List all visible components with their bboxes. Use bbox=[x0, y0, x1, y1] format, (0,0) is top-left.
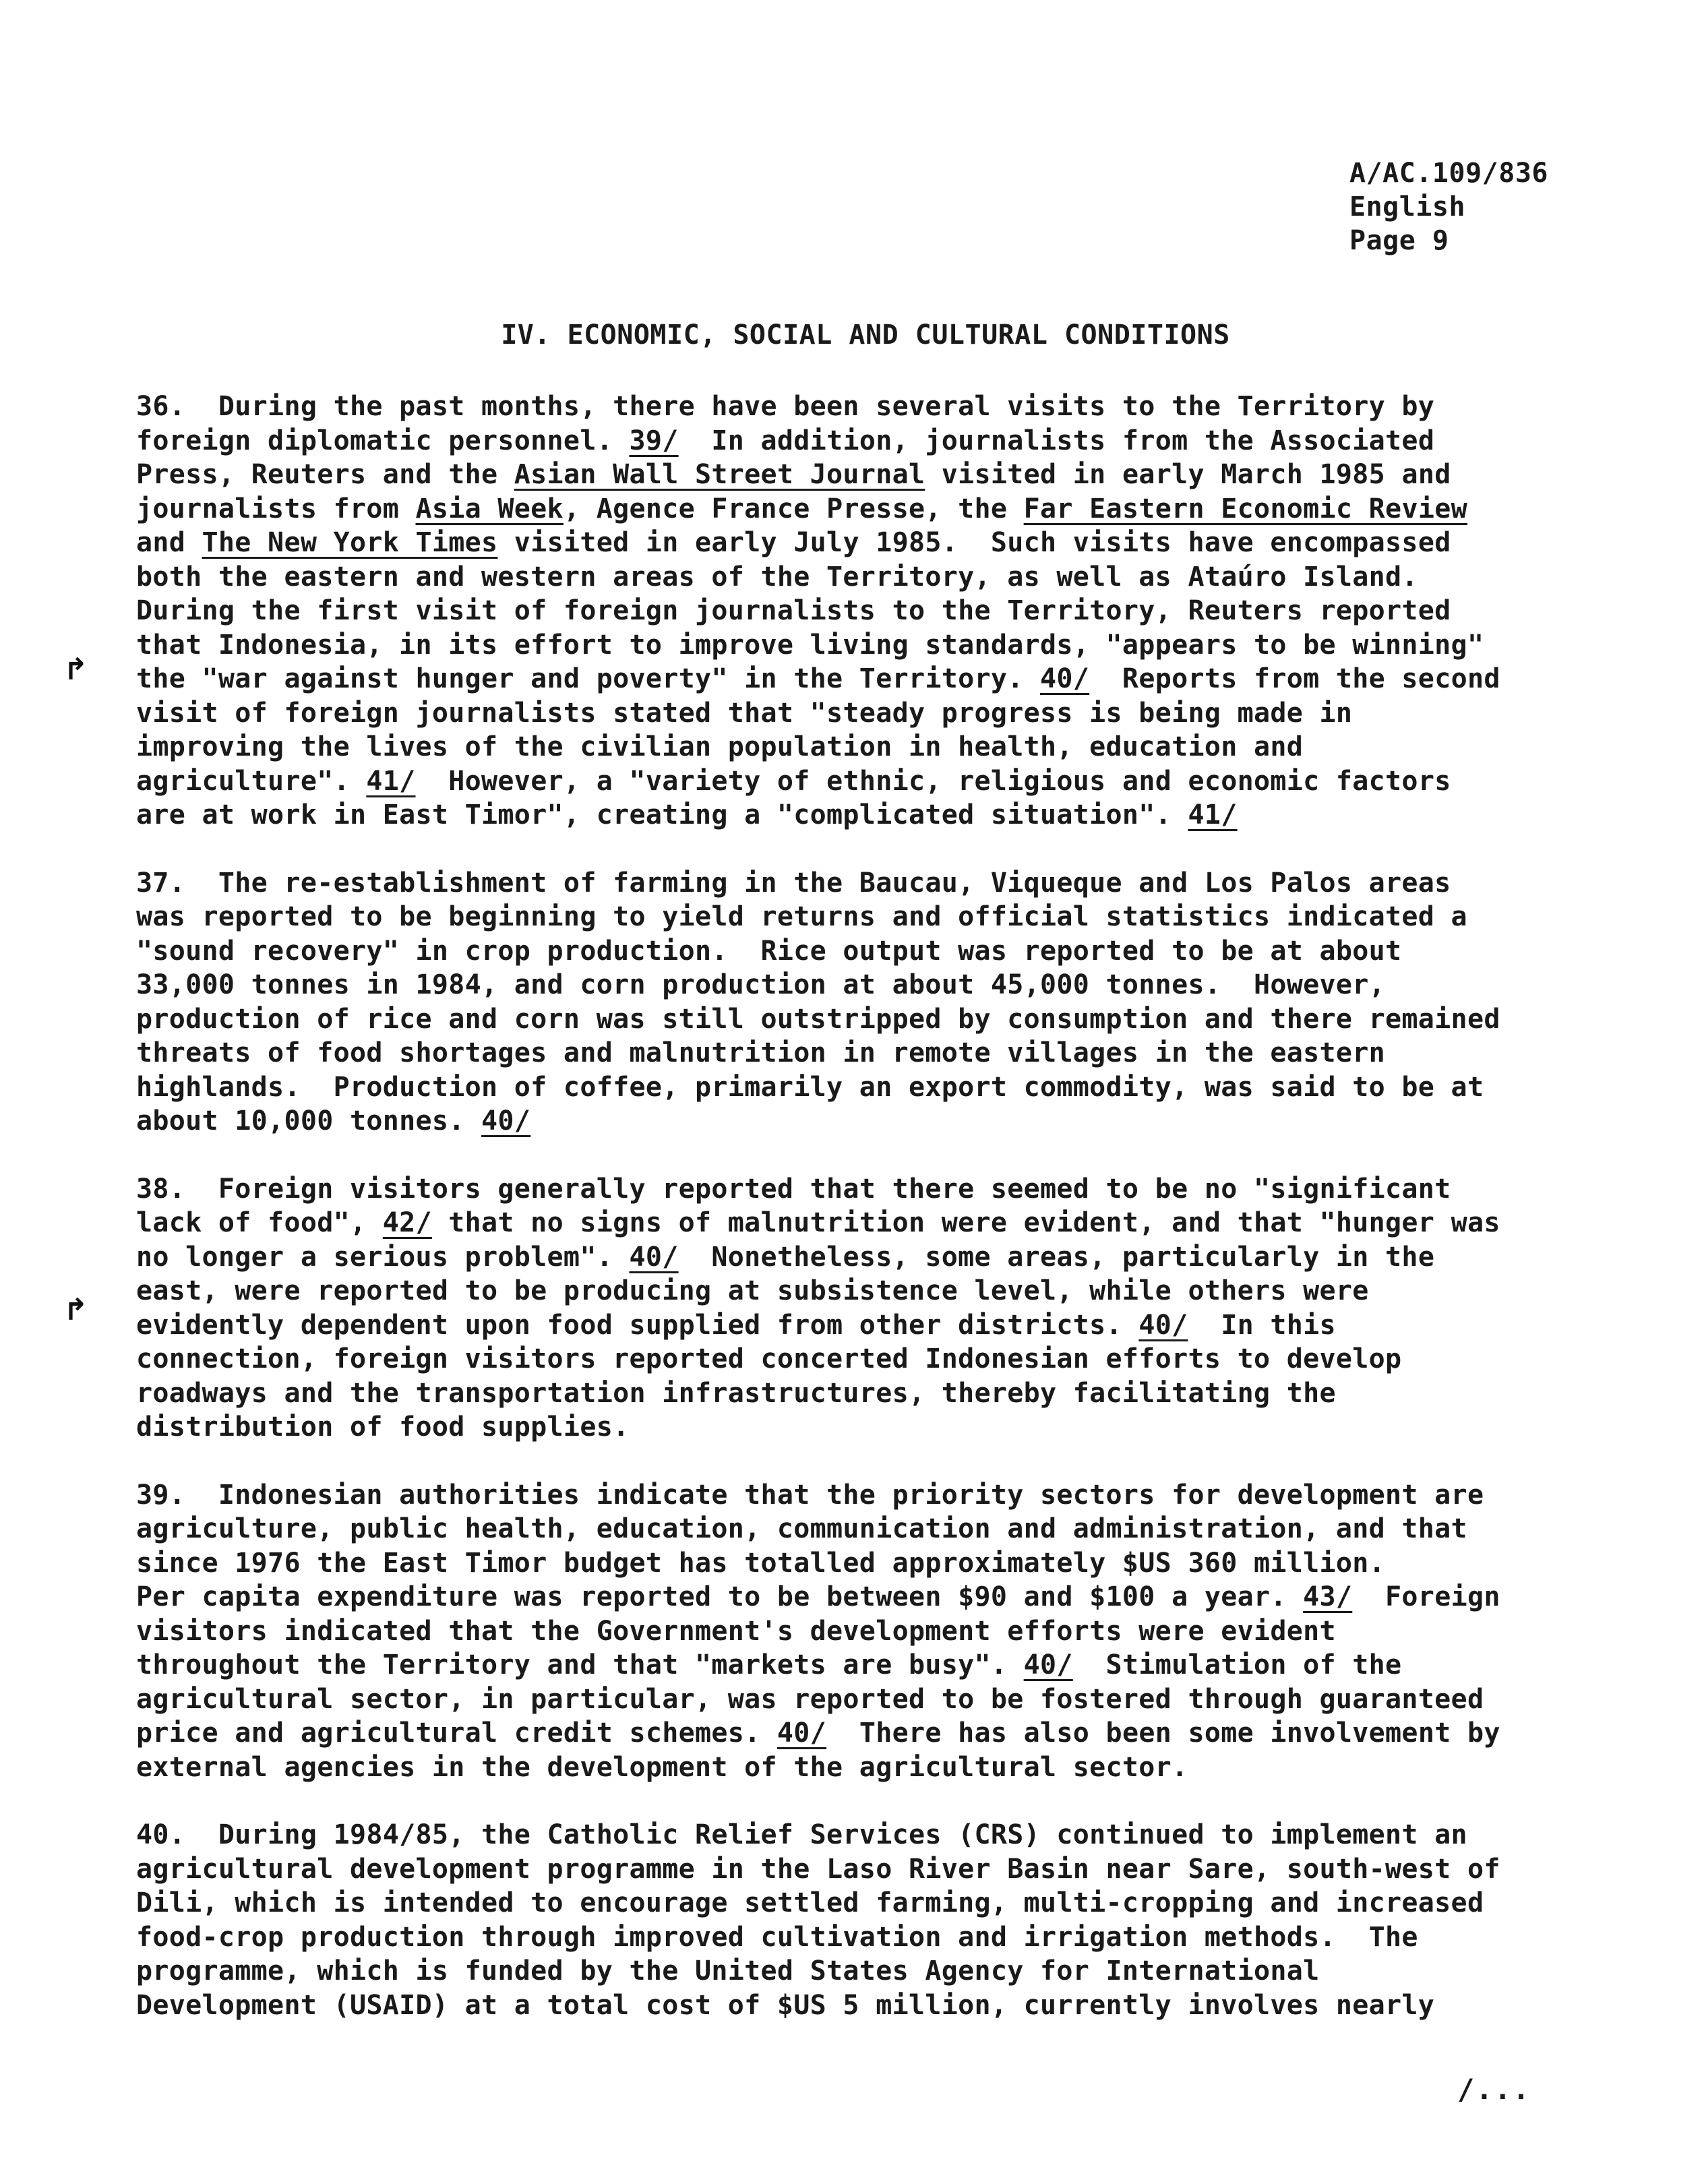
text-run: roadways and the transportation infrastructures, thereby facilitating the bbox=[136, 1377, 1336, 1409]
text-line bbox=[136, 1002, 1558, 1037]
text-run: Press, Reuters and the bbox=[136, 459, 514, 490]
underlined-text: 40/ bbox=[1023, 1649, 1073, 1680]
text-run: connection, foreign visitors reported concerted Indonesian efforts to develop bbox=[136, 1343, 1402, 1374]
text-run: about 10,000 tonnes. bbox=[136, 1105, 482, 1136]
text-line bbox=[136, 1512, 1558, 1546]
text-line bbox=[136, 1410, 1558, 1445]
text-line bbox=[136, 1580, 1558, 1614]
text-run: that no signs of malnutrition were evident, and that "hunger was bbox=[431, 1207, 1500, 1238]
text-run: and bbox=[136, 527, 202, 558]
text-line bbox=[136, 390, 1558, 424]
text-line bbox=[136, 934, 1558, 969]
paragraph bbox=[136, 866, 1558, 1139]
underlined-text: 41/ bbox=[1188, 799, 1238, 830]
document-symbol: A/AC.109/836 bbox=[1349, 158, 1548, 189]
text-run: Development (USAID) at a total cost of $US 5 million, currently involves nearly bbox=[136, 1989, 1435, 2021]
text-line bbox=[136, 628, 1558, 663]
text-line bbox=[136, 1172, 1558, 1207]
text-run: visit of foreign journalists stated that "steady progress is being made in bbox=[136, 697, 1353, 729]
text-line bbox=[136, 1751, 1558, 1785]
text-line bbox=[136, 1682, 1558, 1717]
text-run: 36. During the past months, there have been several visits to the Territory by bbox=[136, 391, 1435, 422]
document-header bbox=[1349, 156, 1548, 257]
underlined-text: 39/ bbox=[629, 425, 679, 456]
text-run: production of rice and corn was still outstripped by consumption and there remained bbox=[136, 1003, 1500, 1035]
paragraph bbox=[136, 1478, 1558, 1785]
text-line bbox=[136, 1104, 1558, 1139]
text-run: both the eastern and western areas of the Territory, as well as Ataúro Island. bbox=[136, 561, 1418, 593]
text-line bbox=[136, 1342, 1558, 1376]
text-run: journalists from bbox=[136, 493, 416, 524]
text-run: agriculture". bbox=[136, 765, 367, 797]
paragraph bbox=[136, 390, 1558, 832]
page-number: Page 9 bbox=[1349, 225, 1449, 256]
text-line bbox=[136, 526, 1558, 560]
underlined-text: Far Eastern Economic Review bbox=[1023, 493, 1467, 524]
text-line bbox=[136, 1036, 1558, 1070]
text-line bbox=[136, 1274, 1558, 1308]
section-title: IV. ECONOMIC, SOCIAL AND CULTURAL CONDITIONS bbox=[501, 320, 1230, 351]
text-run: external agencies in the development of the agricultural sector. bbox=[136, 1751, 1188, 1783]
text-run: 33,000 tonnes in 1984, and corn production at about 45,000 tonnes. However, bbox=[136, 969, 1386, 1000]
text-run: Dili, which is intended to encourage settled farming, multi-cropping and increased bbox=[136, 1887, 1484, 1918]
text-run: are at work in East Timor", creating a "complicated situation". bbox=[136, 799, 1188, 830]
text-run: agriculture, public health, education, communication and administration, and that bbox=[136, 1513, 1467, 1544]
text-line bbox=[136, 1716, 1558, 1751]
text-line bbox=[136, 866, 1558, 901]
text-run: Reports from the second bbox=[1089, 663, 1500, 694]
text-run: highlands. Production of coffee, primarily an export commodity, was said to be at bbox=[136, 1071, 1484, 1103]
underlined-text: The New York Times bbox=[202, 527, 498, 558]
text-run: east, were reported to be producing at subsistence level, while others were bbox=[136, 1275, 1369, 1306]
text-line bbox=[136, 1886, 1558, 1920]
text-run: distribution of food supplies. bbox=[136, 1412, 630, 1443]
text-run: since 1976 the East Timor budget has totalled approximately $US 360 million. bbox=[136, 1547, 1386, 1579]
text-line bbox=[136, 730, 1558, 764]
underlined-text: 43/ bbox=[1303, 1581, 1353, 1612]
text-line bbox=[136, 1206, 1558, 1240]
text-line bbox=[136, 968, 1558, 1002]
text-line bbox=[136, 560, 1558, 595]
text-line bbox=[136, 1648, 1558, 1682]
underlined-text: 40/ bbox=[629, 1241, 679, 1273]
text-line bbox=[136, 1240, 1558, 1275]
text-run: visited in early March 1985 and bbox=[925, 459, 1451, 490]
text-run: price and agricultural credit schemes. bbox=[136, 1718, 777, 1749]
underlined-text: 40/ bbox=[777, 1718, 827, 1749]
text-run: Per capita expenditure was reported to be between $90 and $100 a year. bbox=[136, 1581, 1304, 1612]
text-line bbox=[136, 1920, 1558, 1955]
text-run: was reported to be beginning to yield returns and official statistics indicated a bbox=[136, 901, 1467, 932]
text-line bbox=[136, 1954, 1558, 1989]
underlined-text: 42/ bbox=[382, 1207, 432, 1238]
text-run: agricultural development programme in the Laso River Basin near Sare, south-west of bbox=[136, 1853, 1500, 1885]
text-run: During the first visit of foreign journalists to the Territory, Reuters reported bbox=[136, 595, 1451, 626]
text-line bbox=[136, 1546, 1558, 1581]
text-line bbox=[136, 1818, 1558, 1852]
text-run: the "war against hunger and poverty" in the Territory. bbox=[136, 663, 1041, 694]
margin-mark-2: ↱ bbox=[63, 1293, 88, 1327]
text-run: programme, which is funded by the United States Agency for International bbox=[136, 1955, 1320, 1986]
text-run: visited in early July 1985. Such visits have encompassed bbox=[497, 527, 1451, 558]
text-line bbox=[136, 1852, 1558, 1887]
text-run: 37. The re-establishment of farming in the Baucau, Viqueque and Los Palos areas bbox=[136, 867, 1451, 899]
text-run: In this bbox=[1188, 1309, 1336, 1341]
text-line bbox=[136, 458, 1558, 492]
text-run: food-crop production through improved cultivation and irrigation methods. The bbox=[136, 1921, 1418, 1953]
text-line bbox=[136, 662, 1558, 696]
underlined-text: 40/ bbox=[1138, 1309, 1188, 1341]
text-run: threats of food shortages and malnutrition in remote villages in the eastern bbox=[136, 1037, 1386, 1068]
underlined-text: 40/ bbox=[481, 1105, 531, 1136]
paragraph bbox=[136, 1172, 1558, 1445]
text-run: Nonetheless, some areas, particularly in the bbox=[678, 1241, 1435, 1273]
text-run: lack of food", bbox=[136, 1207, 383, 1238]
paragraph bbox=[136, 1818, 1558, 2022]
text-run: no longer a serious problem". bbox=[136, 1241, 630, 1273]
text-line bbox=[136, 1614, 1558, 1649]
document-body bbox=[136, 390, 1558, 2056]
text-run: There has also been some involvement by bbox=[826, 1718, 1500, 1749]
text-line bbox=[136, 900, 1558, 934]
text-line bbox=[136, 764, 1558, 799]
text-run: , Agence France Presse, the bbox=[563, 493, 1024, 524]
text-run: Stimulation of the bbox=[1072, 1649, 1402, 1680]
text-run: evidently dependent upon food supplied from other districts. bbox=[136, 1309, 1139, 1341]
text-line bbox=[136, 492, 1558, 526]
text-line bbox=[136, 798, 1558, 832]
text-run: Foreign bbox=[1352, 1581, 1500, 1612]
margin-mark-1: ↱ bbox=[63, 653, 88, 687]
text-run: foreign diplomatic personnel. bbox=[136, 425, 630, 456]
text-run: 38. Foreign visitors generally reported that there seemed to be no "significant bbox=[136, 1173, 1451, 1205]
underlined-text: 41/ bbox=[366, 765, 416, 797]
text-run: "sound recovery" in crop production. Rice output was reported to be at about bbox=[136, 935, 1402, 967]
text-run: throughout the Territory and that "markets are busy". bbox=[136, 1649, 1024, 1680]
text-line bbox=[136, 1989, 1558, 2023]
text-line bbox=[136, 594, 1558, 628]
text-run: 40. During 1984/85, the Catholic Relief Services (CRS) continued to implement an bbox=[136, 1819, 1467, 1850]
text-run: visitors indicated that the Government's development efforts were evident bbox=[136, 1615, 1336, 1647]
text-line bbox=[136, 424, 1558, 458]
text-run: However, a "variety of ethnic, religious and economic factors bbox=[415, 765, 1451, 797]
text-run: improving the lives of the civilian population in health, education and bbox=[136, 731, 1304, 762]
underlined-text: 40/ bbox=[1040, 663, 1090, 694]
text-line bbox=[136, 1308, 1558, 1343]
continuation-marker: /... bbox=[1457, 2073, 1531, 2106]
text-run: agricultural sector, in particular, was reported to be fostered through guaranteed bbox=[136, 1683, 1484, 1715]
text-line bbox=[136, 1070, 1558, 1105]
text-run: that Indonesia, in its effort to improve living standards, "appears to be winning" bbox=[136, 629, 1484, 661]
text-line bbox=[136, 1376, 1558, 1411]
text-run: 39. Indonesian authorities indicate that the priority sectors for development are bbox=[136, 1479, 1484, 1511]
underlined-text: Asian Wall Street Journal bbox=[514, 459, 925, 490]
document-language: English bbox=[1349, 191, 1466, 222]
underlined-text: Asia Week bbox=[415, 493, 564, 524]
text-run: In addition, journalists from the Associated bbox=[678, 425, 1435, 456]
text-line bbox=[136, 696, 1558, 731]
text-line bbox=[136, 1478, 1558, 1513]
